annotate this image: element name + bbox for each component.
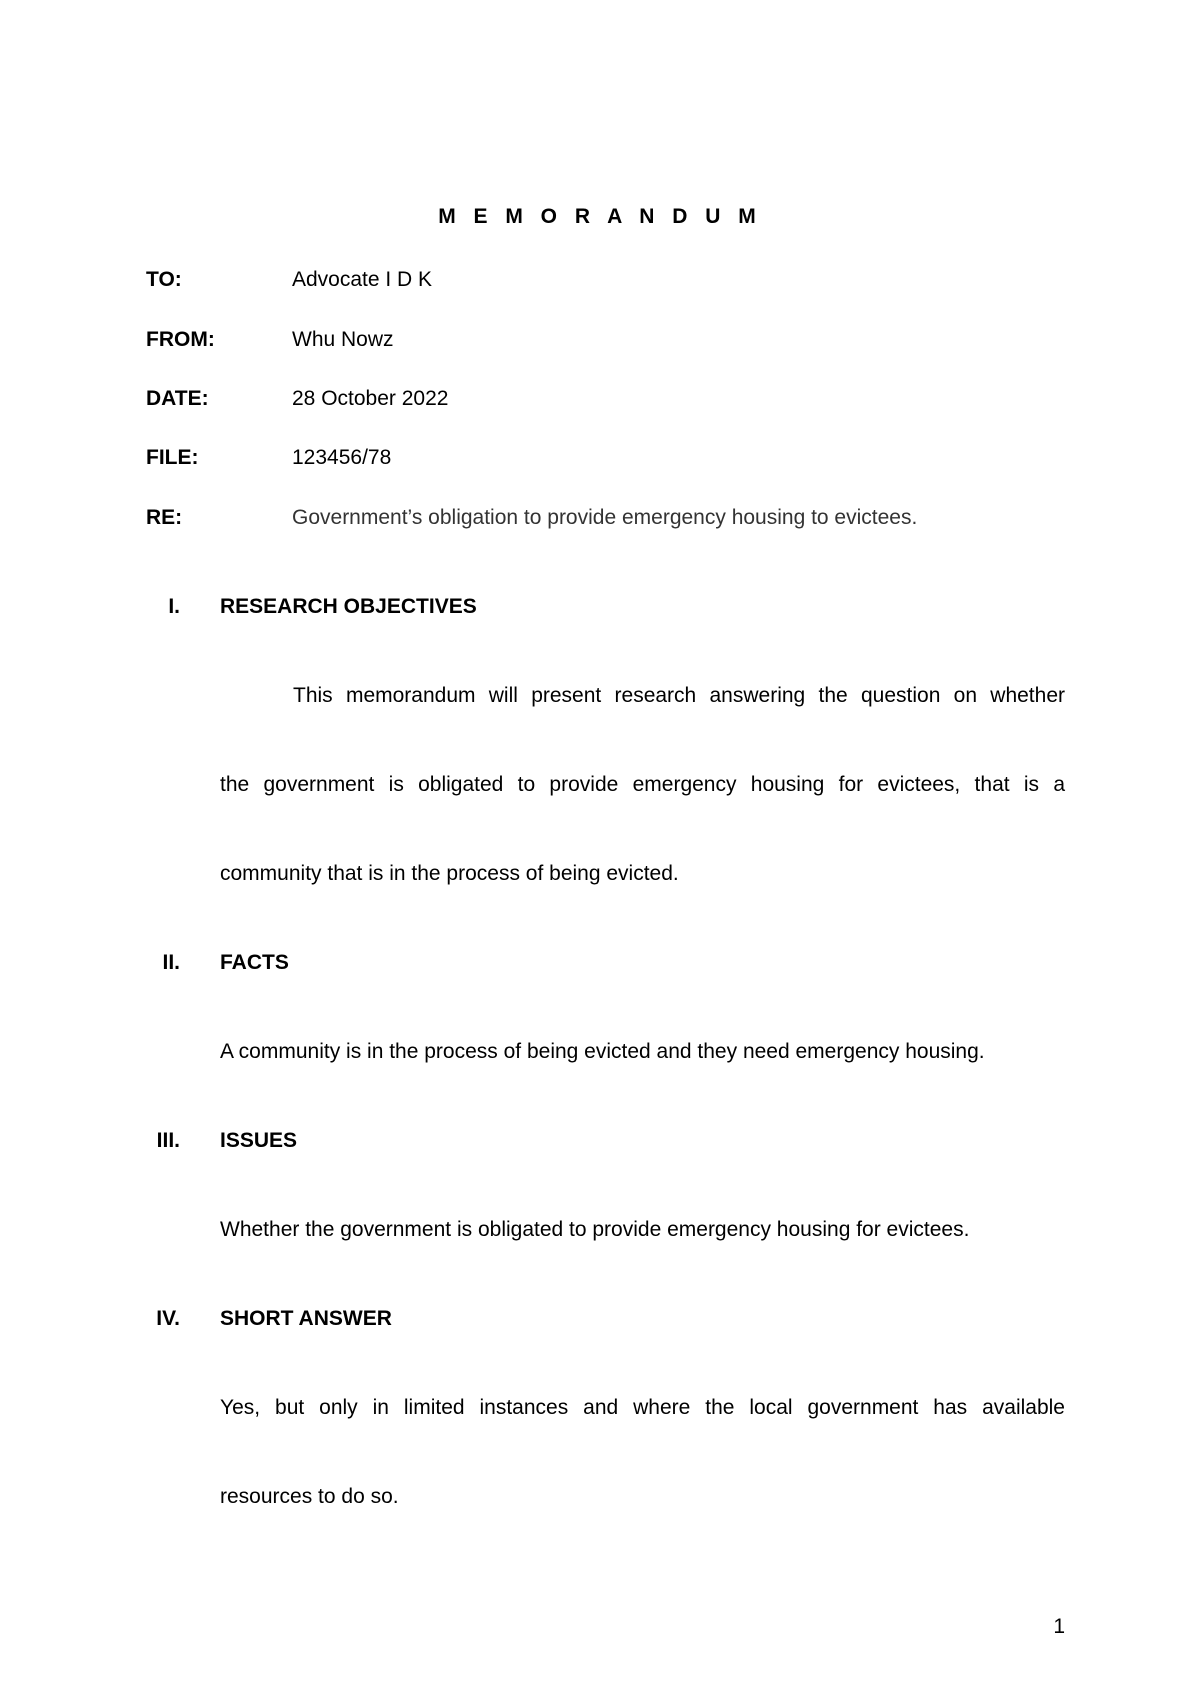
file-value: 123456/78 [292, 446, 392, 469]
section-heading-short-answer [146, 1304, 1106, 1334]
header-row-to [146, 265, 1106, 295]
memo-title: M E M O R A N D U M [438, 205, 762, 228]
paragraph-line: the government is obligated to provide emergency housing for evictees, that is a [220, 773, 1065, 796]
section-title: RESEARCH OBJECTIVES [220, 595, 477, 618]
paragraph-line: community that is in the process of being evicted. [220, 862, 679, 885]
header-row-from [146, 325, 1106, 355]
from-label: FROM: [146, 328, 215, 351]
section-number: II. [162, 951, 180, 974]
paragraph-line: A community is in the process of being evicted and they need emergency housing. [220, 1040, 985, 1063]
from-value: Whu Nowz [292, 328, 394, 351]
section-heading-facts [146, 948, 1106, 978]
section-title: SHORT ANSWER [220, 1307, 392, 1330]
header-row-date [146, 384, 1106, 414]
date-value: 28 October 2022 [292, 387, 449, 410]
section-number: I. [168, 595, 180, 618]
re-value: Government’s obligation to provide emergency housing to evictees. [292, 506, 918, 529]
paragraph-line: Whether the government is obligated to provide emergency housing for evictees. [220, 1218, 970, 1241]
file-label: FILE: [146, 446, 199, 469]
to-value: Advocate I D K [292, 268, 433, 291]
section-number: IV. [156, 1307, 180, 1330]
paragraph-line: Yes, but only in limited instances and where the local government has available [220, 1396, 1065, 1419]
header-row-file [146, 443, 1106, 473]
to-label: TO: [146, 268, 182, 291]
section-title: FACTS [220, 951, 289, 974]
header-row-re [146, 503, 1106, 533]
section-heading-issues [146, 1126, 1106, 1156]
date-label: DATE: [146, 387, 209, 410]
section-title: ISSUES [220, 1129, 298, 1152]
section-heading-research-objectives [146, 592, 1106, 622]
page-number: 1 [1053, 1615, 1065, 1638]
paragraph-line: This memorandum will present research answering the question on whether [293, 684, 1065, 707]
re-label: RE: [146, 506, 183, 529]
paragraph-line: resources to do so. [220, 1485, 399, 1508]
section-number: III. [156, 1129, 180, 1152]
